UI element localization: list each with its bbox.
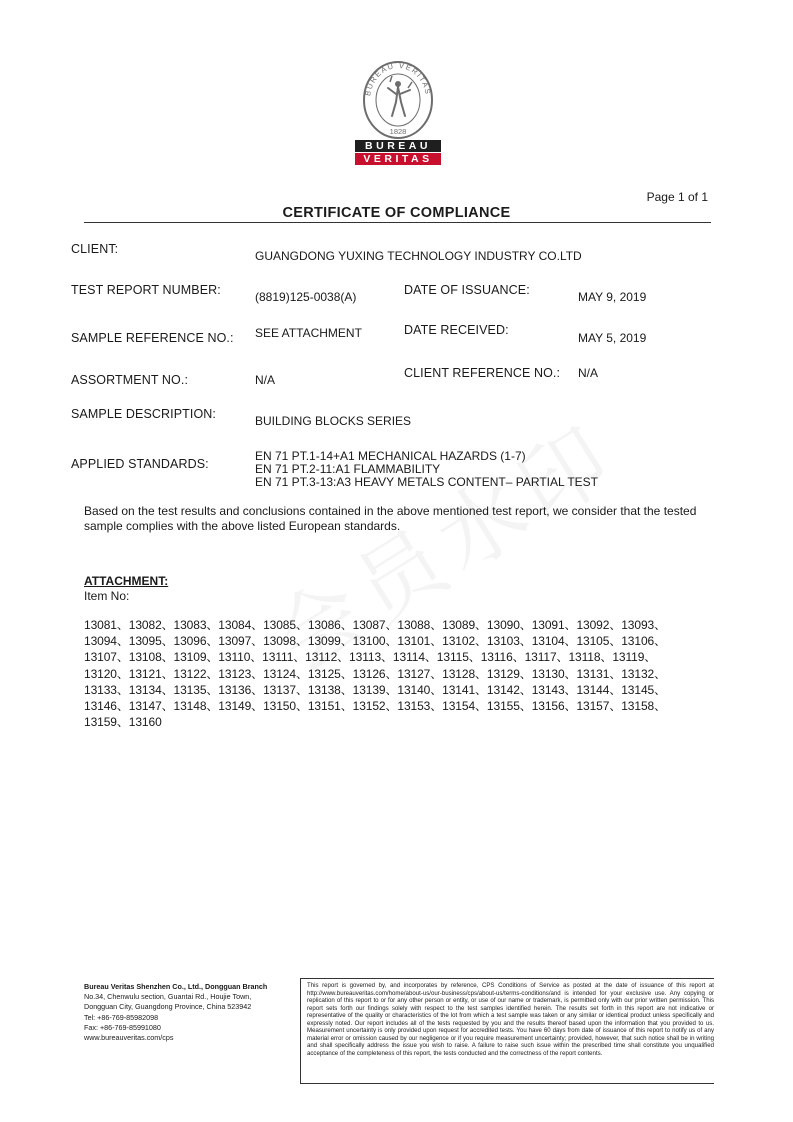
logo-band-veritas: VERITAS [355, 153, 441, 165]
issuance-date-label: DATE OF ISSUANCE: [404, 283, 530, 297]
item-line: 13159、13160 [84, 715, 162, 730]
svg-text:BUREAU VERITAS: BUREAU VERITAS [363, 60, 433, 97]
client-reference-value: N/A [578, 366, 599, 380]
footer-top-divider [300, 978, 714, 979]
footer-company: Bureau Veritas Shenzhen Co., Ltd., Dongguan Branch [84, 982, 268, 991]
bureau-veritas-logo [352, 52, 444, 165]
footer-address-line: Dongguan City, Guangdong Province, China 523942 [84, 1002, 252, 1012]
footer-fax: Fax: +86-769-85991080 [84, 1022, 161, 1032]
page-number: Page 1 of 1 [646, 190, 708, 204]
item-number-list [84, 617, 694, 730]
footer-website: www.bureauveritas.com/cps [84, 1033, 174, 1043]
item-line: 13146、13147、13148、13149、13150、13151、13152、13153、13154、13155、13156、13157、13158、 [84, 699, 667, 714]
item-line: 13133、13134、13135、13136、13137、13138、13139、13140、13141、13142、13143、13144、13145、 [84, 682, 667, 697]
item-line: 13120、13121、13122、13123、13124、13125、13126、13127、13128、13129、13130、13131、13132、 [84, 666, 667, 681]
title-divider [84, 222, 711, 223]
issuance-date-value: MAY 9, 2019 [578, 290, 647, 304]
standard-item: EN 71 PT.3-13:A3 HEAVY METALS CONTENT– PARTIAL TEST [255, 475, 599, 489]
footer-address-line: No.34, Chenwulu section, Guantai Rd., Houjie Town, [84, 992, 252, 1002]
item-line: 13094、13095、13096、13097、13098、13099、13100、13101、13102、13103、13104、13105、13106、 [84, 634, 667, 649]
item-number-label: Item No: [84, 589, 130, 603]
assortment-value: N/A [255, 373, 276, 387]
client-value: GUANGDONG YUXING TECHNOLOGY INDUSTRY CO.LTD [255, 249, 582, 263]
applied-standards-label: APPLIED STANDARDS: [71, 457, 209, 471]
date-received-label: DATE RECEIVED: [404, 323, 509, 337]
assortment-label: ASSORTMENT NO.: [71, 373, 189, 387]
footer-tel: Tel: +86-769-85982098 [84, 1012, 159, 1022]
compliance-statement: Based on the test results and conclusions contained in the above mentioned test report, we consider that the tested sample complies with the above listed European standards. [84, 504, 697, 533]
standard-item: EN 71 PT.2-11:A1 FLAMMABILITY [255, 462, 441, 476]
sample-description-label: SAMPLE DESCRIPTION: [71, 407, 216, 421]
footer-bottom-divider [300, 1083, 714, 1084]
client-label: CLIENT: [71, 242, 119, 256]
footer-disclaimer: This report is governed by, and incorporates by reference, CPS Conditions of Service as posted at the date of issuance of this report at http://www.bureauveritas.com/home/about-us/our-business/cps/about-us/terms-conditions/and is intended for your exclusive use. Any copying or replication of this report to or for any other person or entity, or use of our name or trademark, is permitted only with our prior written permission. This report sets forth our findings solely with respect to the test samples identified herein. The results set forth in this report are not indicative or representative of the quality or characteristics of the lot from which a test sample was taken or any similar or identical product unless specifically and expressly noted. Our report includes all of the tests requested by you and the results thereof based upon the information that you provided to us. Measurement uncertainty is only provided upon request for accredited tests. You have 60 days from date of issuance of this report to notify us of any material error or omission caused by our negligence or if you require measurement uncertainty; provided, however, that such notice shall be in writing and shall specifically address the issue you wish to raise. A failure to raise such issue within the prescribed time shall constitute you unqualified acceptance of the completeness of this report, the tests conducted and the correctness of the report contents. [307, 982, 714, 1057]
client-reference-label: CLIENT REFERENCE NO.: [404, 366, 561, 380]
item-line: 13107、13108、13109、13110、13111、13112、13113、13114、13115、13116、13117、13118、13119、 [84, 650, 657, 665]
sample-description-value: BUILDING BLOCKS SERIES [255, 414, 412, 428]
sample-reference-label: SAMPLE REFERENCE NO.: [71, 331, 234, 345]
applied-standards-list [255, 450, 675, 489]
report-number-value: (8819)125-0038(A) [255, 290, 357, 304]
certificate-title: CERTIFICATE OF COMPLIANCE [282, 205, 511, 221]
sample-reference-value: SEE ATTACHMENT [255, 326, 362, 340]
svg-text:1828: 1828 [389, 127, 407, 136]
report-number-label: TEST REPORT NUMBER: [71, 283, 221, 297]
bureau-veritas-seal-icon [352, 52, 444, 140]
date-received-value: MAY 5, 2019 [578, 331, 647, 345]
standard-item: EN 71 PT.1-14+A1 MECHANICAL HAZARDS (1-7) [255, 449, 526, 463]
logo-band-bureau: BUREAU [355, 140, 441, 152]
attachment-heading: ATTACHMENT: [84, 574, 169, 588]
footer-address [84, 982, 299, 1043]
footer-vertical-divider [300, 978, 301, 1083]
item-line: 13081、13082、13083、13084、13085、13086、13087、13088、13089、13090、13091、13092、13093、 [84, 618, 667, 632]
